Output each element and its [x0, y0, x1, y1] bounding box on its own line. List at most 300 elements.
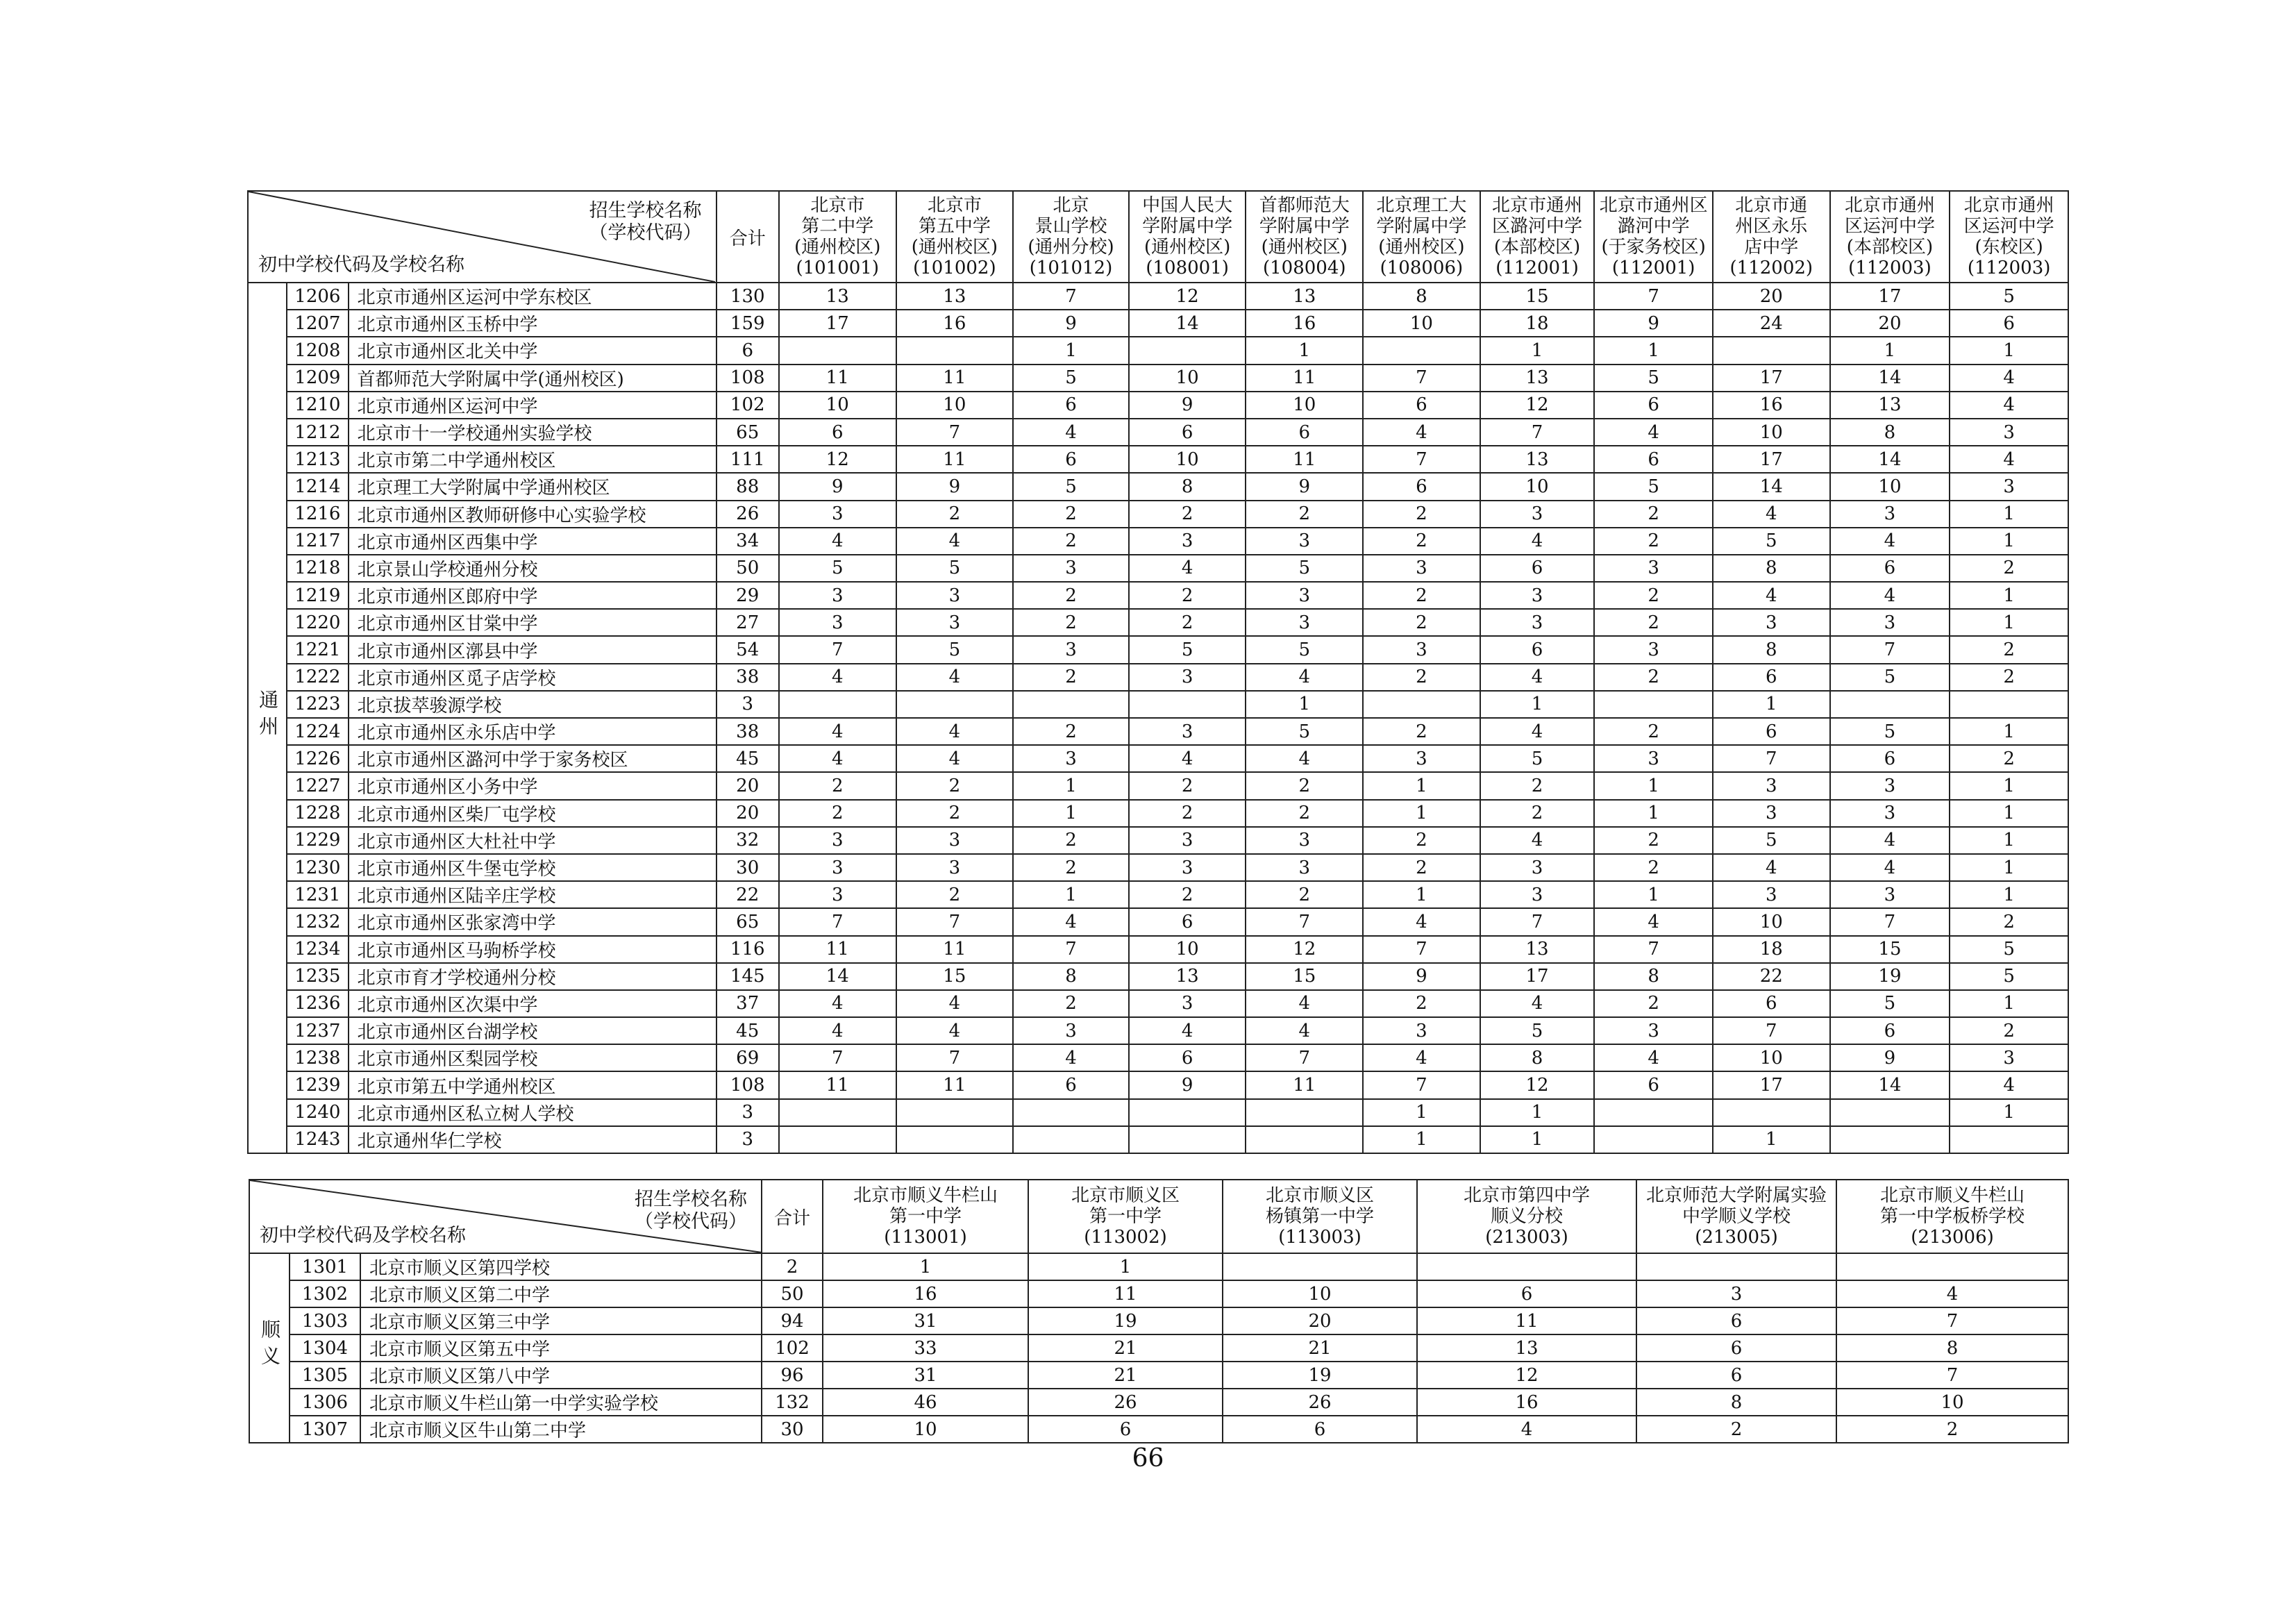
quota-cell: 6	[1636, 1334, 1836, 1362]
quota-cell	[1594, 691, 1713, 718]
quota-cell: 6	[1013, 446, 1129, 473]
quota-cell	[1950, 1126, 2068, 1153]
quota-cell: 2	[1013, 718, 1129, 745]
quota-cell: 4	[1713, 854, 1830, 881]
quota-cell: 2	[896, 501, 1014, 528]
quota-cell: 3	[1129, 718, 1246, 745]
page-number: 66	[1132, 1444, 1164, 1473]
quota-cell: 31	[823, 1362, 1028, 1389]
school-name: 北京市顺义区第五中学	[360, 1334, 762, 1362]
school-name: 北京市通州区觅子店学校	[349, 664, 717, 691]
quota-cell: 9	[1830, 1044, 1950, 1071]
quota-cell: 3	[779, 609, 896, 636]
quota-cell: 2	[1594, 718, 1713, 745]
school-name: 北京市顺义区第二中学	[360, 1280, 762, 1307]
school-name: 北京市顺义牛栏山第一中学实验学校	[360, 1389, 762, 1416]
table-row	[248, 392, 2068, 419]
quota-cell: 15	[1246, 963, 1363, 990]
quota-cell: 3	[779, 881, 896, 908]
quota-cell: 2	[1594, 501, 1713, 528]
quota-cell: 4	[1246, 1017, 1363, 1044]
quota-cell: 4	[896, 745, 1014, 772]
quota-cell: 4	[896, 528, 1014, 555]
quota-cell	[1246, 1099, 1363, 1126]
quota-cell: 4	[1129, 1017, 1246, 1044]
row-total: 3	[717, 691, 779, 718]
quota-cell: 7	[1363, 365, 1480, 392]
quota-cell: 2	[896, 772, 1014, 799]
quota-cell: 8	[1830, 419, 1950, 446]
quota-cell: 3	[1636, 1280, 1836, 1307]
quota-cell: 1	[1713, 691, 1830, 718]
quota-cell	[1836, 1253, 2068, 1280]
school-name: 北京市通州区张家湾中学	[349, 908, 717, 935]
row-total: 30	[762, 1416, 823, 1443]
row-total: 130	[717, 283, 779, 310]
school-code: 1238	[287, 1044, 348, 1071]
quota-cell: 4	[1830, 582, 1950, 609]
quota-cell: 7	[1013, 936, 1129, 963]
quota-cell: 17	[1480, 963, 1595, 990]
quota-cell: 6	[1246, 419, 1363, 446]
quota-cell: 14	[779, 963, 896, 990]
column-header: 北京市 第五中学 (通州校区) (101002)	[896, 191, 1014, 283]
quota-cell: 2	[1594, 827, 1713, 854]
table-row	[248, 745, 2068, 772]
quota-cell: 1	[1950, 1099, 2068, 1126]
quota-cell: 2	[1363, 718, 1480, 745]
school-code: 1221	[287, 636, 348, 663]
quota-cell: 1	[1594, 772, 1713, 799]
school-code: 1213	[287, 446, 348, 473]
quota-cell: 7	[896, 1044, 1014, 1071]
quota-cell: 11	[896, 1071, 1014, 1098]
column-header: 北京市顺义区 杨镇第一中学 (113003)	[1223, 1180, 1417, 1253]
quota-cell: 46	[823, 1389, 1028, 1416]
quota-cell: 2	[1246, 501, 1363, 528]
quota-cell: 26	[1028, 1389, 1223, 1416]
shunyi-enrollment-table	[249, 1179, 2069, 1443]
header-corner-cell	[248, 191, 717, 283]
quota-cell: 4	[779, 1017, 896, 1044]
quota-cell	[1830, 1126, 1950, 1153]
school-name: 北京市通州区漷县中学	[349, 636, 717, 663]
quota-cell: 4	[896, 664, 1014, 691]
table-row	[249, 1307, 2068, 1334]
school-code: 1224	[287, 718, 348, 745]
quota-cell: 5	[1830, 718, 1950, 745]
quota-cell: 3	[779, 501, 896, 528]
quota-cell: 2	[1129, 881, 1246, 908]
quota-cell: 9	[1363, 963, 1480, 990]
row-total: 32	[717, 827, 779, 854]
quota-cell: 11	[779, 1071, 896, 1098]
quota-cell: 4	[1480, 990, 1595, 1017]
quota-cell: 3	[1480, 501, 1595, 528]
quota-cell	[1636, 1253, 1836, 1280]
row-total: 145	[717, 963, 779, 990]
quota-cell: 17	[1713, 1071, 1830, 1098]
table-row	[248, 936, 2068, 963]
school-code: 1236	[287, 990, 348, 1017]
quota-cell: 7	[1363, 446, 1480, 473]
quota-cell: 2	[1950, 636, 2068, 663]
quota-cell: 3	[1713, 800, 1830, 827]
quota-cell: 7	[779, 1044, 896, 1071]
column-header: 北京理工大 学附属中学 (通州校区) (108006)	[1363, 191, 1480, 283]
quota-cell: 8	[1480, 1044, 1595, 1071]
row-total: 108	[717, 1071, 779, 1098]
table-row	[248, 854, 2068, 881]
quota-cell: 10	[1830, 473, 1950, 500]
school-code: 1207	[287, 310, 348, 337]
quota-cell: 6	[1713, 664, 1830, 691]
school-code: 1239	[287, 1071, 348, 1098]
quota-cell: 6	[1480, 636, 1595, 663]
quota-cell: 11	[896, 936, 1014, 963]
row-total: 34	[717, 528, 779, 555]
table-row	[248, 664, 2068, 691]
quota-cell	[1363, 691, 1480, 718]
school-code: 1303	[290, 1307, 360, 1334]
quota-cell: 6	[1830, 1017, 1950, 1044]
quota-cell: 5	[1129, 636, 1246, 663]
quota-cell: 2	[1950, 908, 2068, 935]
quota-cell: 1	[1950, 772, 2068, 799]
row-total: 22	[717, 881, 779, 908]
quota-cell: 17	[1713, 446, 1830, 473]
school-code: 1230	[287, 854, 348, 881]
quota-cell: 2	[1129, 609, 1246, 636]
school-code: 1306	[290, 1389, 360, 1416]
quota-cell: 7	[1013, 283, 1129, 310]
quota-cell: 2	[1129, 772, 1246, 799]
quota-cell: 1	[1950, 337, 2068, 364]
row-total: 159	[717, 310, 779, 337]
table-row	[248, 446, 2068, 473]
quota-cell: 2	[779, 800, 896, 827]
quota-cell: 3	[1594, 1017, 1713, 1044]
quota-cell: 11	[1028, 1280, 1223, 1307]
quota-cell: 2	[1129, 800, 1246, 827]
quota-cell: 2	[1363, 827, 1480, 854]
quota-cell: 3	[1129, 664, 1246, 691]
quota-cell: 4	[1363, 908, 1480, 935]
quota-cell	[1594, 1099, 1713, 1126]
quota-cell	[1830, 691, 1950, 718]
quota-cell: 2	[1013, 827, 1129, 854]
row-total: 65	[717, 419, 779, 446]
row-total: 94	[762, 1307, 823, 1334]
school-code: 1210	[287, 392, 348, 419]
table-row	[248, 772, 2068, 799]
quota-cell: 2	[1363, 501, 1480, 528]
row-total: 20	[717, 800, 779, 827]
row-total: 102	[717, 392, 779, 419]
quota-cell: 2	[1950, 1017, 2068, 1044]
quota-cell: 9	[779, 473, 896, 500]
row-total: 45	[717, 745, 779, 772]
quota-cell: 2	[1013, 990, 1129, 1017]
row-total: 102	[762, 1334, 823, 1362]
table-row	[248, 636, 2068, 663]
row-total: 30	[717, 854, 779, 881]
quota-cell: 1	[1830, 337, 1950, 364]
quota-cell: 2	[1246, 772, 1363, 799]
school-name: 北京市通州区陆辛庄学校	[349, 881, 717, 908]
quota-cell: 4	[779, 718, 896, 745]
school-name: 北京市通州区潞河中学于家务校区	[349, 745, 717, 772]
quota-cell: 2	[1363, 528, 1480, 555]
school-name: 北京市顺义区第八中学	[360, 1362, 762, 1389]
quota-cell: 5	[1950, 963, 2068, 990]
quota-cell: 12	[779, 446, 896, 473]
quota-cell: 4	[1594, 419, 1713, 446]
school-name: 北京市通州区运河中学东校区	[349, 283, 717, 310]
table-row	[248, 1044, 2068, 1071]
table-row	[248, 908, 2068, 935]
header-total: 合计	[717, 191, 779, 283]
quota-cell: 33	[823, 1334, 1028, 1362]
quota-cell: 3	[1830, 501, 1950, 528]
quota-cell: 3	[1013, 745, 1129, 772]
quota-cell: 7	[1480, 419, 1595, 446]
quota-cell: 16	[823, 1280, 1028, 1307]
quota-cell: 3	[1129, 990, 1246, 1017]
quota-cell: 3	[1480, 854, 1595, 881]
quota-cell: 2	[779, 772, 896, 799]
row-total: 26	[717, 501, 779, 528]
quota-cell: 1	[1950, 854, 2068, 881]
school-code: 1216	[287, 501, 348, 528]
quota-cell: 5	[896, 636, 1014, 663]
quota-cell: 4	[779, 528, 896, 555]
quota-cell: 22	[1713, 963, 1830, 990]
quota-cell: 20	[1713, 283, 1830, 310]
column-header: 首都师范大 学附属中学 (通州校区) (108004)	[1246, 191, 1363, 283]
quota-cell: 16	[1246, 310, 1363, 337]
school-name: 北京市通州区台湖学校	[349, 1017, 717, 1044]
table-row	[248, 881, 2068, 908]
school-name: 北京市通州区梨园学校	[349, 1044, 717, 1071]
quota-cell: 7	[1836, 1307, 2068, 1334]
quota-cell: 18	[1713, 936, 1830, 963]
quota-cell: 3	[1013, 555, 1129, 582]
quota-cell: 6	[1363, 392, 1480, 419]
quota-cell: 4	[1480, 718, 1595, 745]
quota-cell: 3	[779, 827, 896, 854]
quota-cell: 4	[1830, 827, 1950, 854]
table-row	[248, 473, 2068, 500]
quota-cell: 14	[1830, 1071, 1950, 1098]
row-total: 38	[717, 718, 779, 745]
quota-cell: 8	[1363, 283, 1480, 310]
quota-cell: 16	[1713, 392, 1830, 419]
quota-cell: 2	[1013, 664, 1129, 691]
quota-cell: 4	[779, 745, 896, 772]
row-total: 6	[717, 337, 779, 364]
quota-cell: 4	[1830, 854, 1950, 881]
school-code: 1212	[287, 419, 348, 446]
quota-cell: 12	[1417, 1362, 1636, 1389]
column-header: 北京市第四中学 顺义分校 (213003)	[1417, 1180, 1636, 1253]
quota-cell: 5	[1246, 718, 1363, 745]
table-row	[249, 1334, 2068, 1362]
table-row	[248, 283, 2068, 310]
school-code: 1217	[287, 528, 348, 555]
quota-cell: 11	[1246, 1071, 1363, 1098]
school-code: 1214	[287, 473, 348, 500]
quota-cell: 6	[1129, 419, 1246, 446]
table-row	[248, 1071, 2068, 1098]
school-name: 北京市十一学校通州实验学校	[349, 419, 717, 446]
quota-cell: 19	[1223, 1362, 1417, 1389]
quota-cell: 1	[1480, 337, 1595, 364]
row-total: 54	[717, 636, 779, 663]
column-header: 北京师范大学附属实验 中学顺义学校 (213005)	[1636, 1180, 1836, 1253]
row-total: 108	[717, 365, 779, 392]
school-name: 北京市顺义区牛山第二中学	[360, 1416, 762, 1443]
quota-cell: 5	[1013, 365, 1129, 392]
quota-cell: 3	[1830, 772, 1950, 799]
quota-cell: 31	[823, 1307, 1028, 1334]
quota-cell	[1594, 1126, 1713, 1153]
quota-cell: 7	[1480, 908, 1595, 935]
quota-cell	[1713, 1099, 1830, 1126]
quota-cell: 2	[1363, 854, 1480, 881]
quota-cell: 7	[1836, 1362, 2068, 1389]
quota-cell: 3	[1013, 1017, 1129, 1044]
quota-cell: 20	[1223, 1307, 1417, 1334]
quota-cell	[896, 1099, 1014, 1126]
column-header: 北京市通州 区运河中学 (东校区) (112003)	[1950, 191, 2068, 283]
quota-cell: 3	[1129, 827, 1246, 854]
quota-cell: 4	[1480, 827, 1595, 854]
school-name: 北京市通州区次渠中学	[349, 990, 717, 1017]
tongzhou-enrollment-table	[247, 190, 2069, 1154]
quota-cell: 6	[779, 419, 896, 446]
quota-cell: 1	[1950, 718, 2068, 745]
quota-cell	[896, 337, 1014, 364]
school-name: 北京市第二中学通州校区	[349, 446, 717, 473]
quota-cell: 1	[1013, 881, 1129, 908]
column-header: 中国人民大 学附属中学 (通州校区) (108001)	[1129, 191, 1246, 283]
quota-cell: 7	[896, 908, 1014, 935]
quota-cell: 11	[779, 365, 896, 392]
quota-cell: 3	[1950, 419, 2068, 446]
quota-cell: 4	[1480, 528, 1595, 555]
quota-cell: 3	[1013, 636, 1129, 663]
quota-cell: 3	[1246, 609, 1363, 636]
school-name: 北京市通州区西集中学	[349, 528, 717, 555]
quota-cell: 2	[1013, 582, 1129, 609]
quota-cell: 3	[1363, 745, 1480, 772]
quota-cell: 6	[1713, 990, 1830, 1017]
quota-cell: 6	[1594, 1071, 1713, 1098]
quota-cell: 1	[1028, 1253, 1223, 1280]
quota-cell: 17	[1830, 283, 1950, 310]
quota-cell	[1830, 1099, 1950, 1126]
quota-cell: 5	[1594, 473, 1713, 500]
header-junior-school: 初中学校代码及学校名称	[260, 1225, 466, 1246]
header-corner-cell	[249, 1180, 762, 1253]
quota-cell: 21	[1028, 1334, 1223, 1362]
school-code: 1228	[287, 800, 348, 827]
quota-cell: 6	[1129, 1044, 1246, 1071]
quota-cell: 4	[896, 718, 1014, 745]
quota-cell: 1	[1950, 881, 2068, 908]
quota-cell: 13	[1830, 392, 1950, 419]
quota-cell: 6	[1713, 718, 1830, 745]
school-code: 1302	[290, 1280, 360, 1307]
quota-cell: 11	[1417, 1307, 1636, 1334]
quota-cell: 3	[1363, 555, 1480, 582]
school-name: 北京市通州区柴厂屯学校	[349, 800, 717, 827]
row-total: 29	[717, 582, 779, 609]
quota-cell: 7	[1246, 908, 1363, 935]
table-row	[248, 827, 2068, 854]
school-name: 北京市通州区玉桥中学	[349, 310, 717, 337]
quota-cell: 1	[1246, 691, 1363, 718]
quota-cell: 3	[1830, 800, 1950, 827]
quota-cell: 8	[1713, 555, 1830, 582]
quota-cell: 3	[896, 609, 1014, 636]
quota-cell: 6	[1363, 473, 1480, 500]
quota-cell: 3	[1713, 881, 1830, 908]
quota-cell	[779, 337, 896, 364]
quota-cell: 4	[1013, 419, 1129, 446]
quota-cell: 14	[1830, 365, 1950, 392]
school-code: 1223	[287, 691, 348, 718]
quota-cell	[1713, 337, 1830, 364]
row-total: 45	[717, 1017, 779, 1044]
table-row	[248, 365, 2068, 392]
quota-cell	[1363, 337, 1480, 364]
quota-cell: 1	[1713, 1126, 1830, 1153]
quota-cell: 4	[1363, 419, 1480, 446]
quota-cell: 4	[1246, 990, 1363, 1017]
quota-cell: 7	[779, 908, 896, 935]
quota-cell	[1129, 691, 1246, 718]
school-name: 北京市顺义区第四学校	[360, 1253, 762, 1280]
quota-cell: 12	[1480, 392, 1595, 419]
table-row	[248, 963, 2068, 990]
school-code: 1305	[290, 1362, 360, 1389]
header-total: 合计	[762, 1180, 823, 1253]
school-name: 北京市通州区永乐店中学	[349, 718, 717, 745]
school-code: 1220	[287, 609, 348, 636]
quota-cell: 13	[1129, 963, 1246, 990]
quota-cell: 18	[1480, 310, 1595, 337]
quota-cell: 8	[1713, 636, 1830, 663]
quota-cell: 1	[1480, 1099, 1595, 1126]
quota-cell: 10	[1713, 908, 1830, 935]
quota-cell: 16	[896, 310, 1014, 337]
row-total: 69	[717, 1044, 779, 1071]
quota-cell: 13	[1417, 1334, 1636, 1362]
quota-cell: 4	[1950, 446, 2068, 473]
quota-cell: 6	[1636, 1307, 1836, 1334]
row-total: 38	[717, 664, 779, 691]
quota-cell: 10	[896, 392, 1014, 419]
quota-cell: 6	[1013, 392, 1129, 419]
quota-cell: 6	[1480, 555, 1595, 582]
quota-cell	[779, 1126, 896, 1153]
quota-cell: 4	[1594, 1044, 1713, 1071]
school-name: 北京市通州区大杜社中学	[349, 827, 717, 854]
quota-cell: 7	[1830, 636, 1950, 663]
column-header: 北京市通 州区永乐 店中学 (112002)	[1713, 191, 1830, 283]
